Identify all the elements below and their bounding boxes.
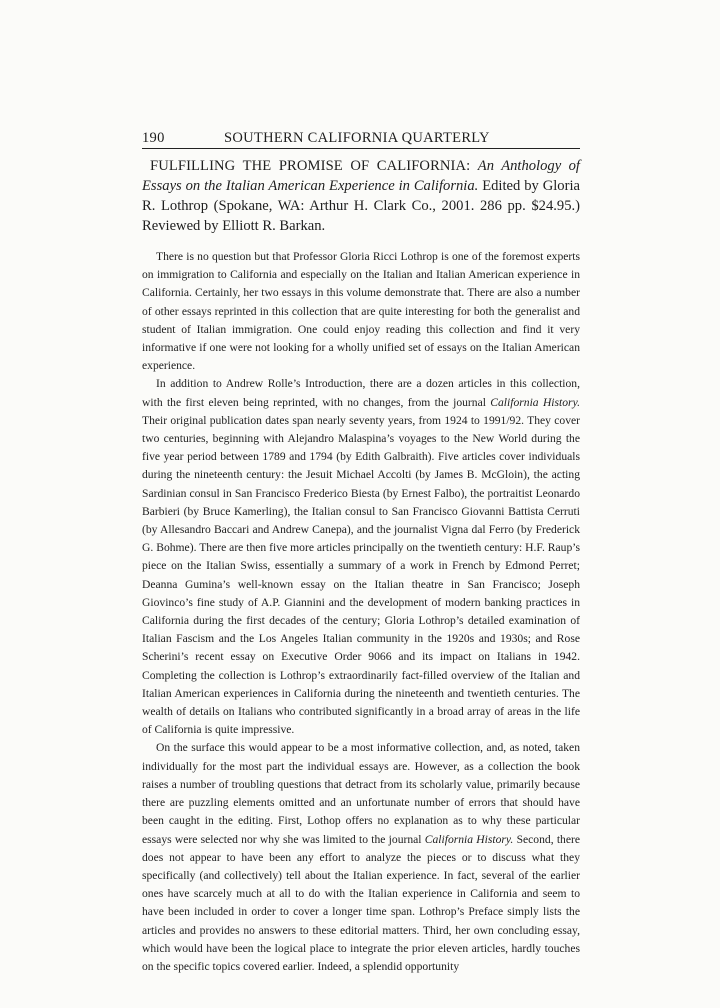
book-subtitle: An Anthology of Essays on the Italian American Experience in California. [142, 158, 580, 194]
journal-name-italic: California History. [490, 395, 580, 409]
journal-page [142, 130, 580, 976]
book-citation: Edited by Gloria R. Lothrop (Spokane, WA: Arthur H. Clark Co., 2001. 286 pp. $24.95.) Reviewed by Elliott R. Barkan. [142, 178, 580, 234]
book-title: FULFILLING THE PROMISE OF CALIFORNIA: [150, 158, 471, 174]
body-paragraph [142, 248, 580, 375]
review-heading [142, 156, 580, 236]
paragraph-text: In addition to Andrew Rolle’s Introduction, there are a dozen articles in this collection, with the first eleven being reprinted, with no changes, from the journal [142, 377, 580, 409]
review-body [142, 248, 580, 976]
paragraph-text: Second, there does not appear to have been any effort to analyze the pieces or to discuss what they specifically (and collectively) tell about the Italian experience. In fact, several of the earlier ones have scarcely much at all to do with the Italian experience in California and seem to have been included in order to cover a longer time span. Lothrop’s Preface simply lists the articles and provides no answers to these editorial matters. Third, her own concluding essay, which would have been the logical place to integrate the prior eleven articles, hardly touches on the specific topics covered earlier. Indeed, a splendid opportunity [142, 832, 580, 973]
journal-title: SOUTHERN CALIFORNIA QUARTERLY [224, 130, 490, 146]
paragraph-text: On the surface this would appear to be a most informative collection, and, as noted, taken individually for the most part the individual essays are. However, as a collection the book raises a number of troubling questions that detract from its scholarly value, primarily because there are puzzling elements omitted and an unfortunate number of errors that should have been caught in the editing. First, Lothop offers no explanation as to why these particular essays were selected nor why she was limited to the journal [142, 741, 580, 846]
page-number: 190 [142, 130, 165, 146]
body-paragraph [142, 739, 580, 976]
body-paragraph [142, 375, 580, 739]
journal-name-italic: California History. [424, 832, 514, 846]
running-head [142, 130, 580, 149]
paragraph-text: There is no question but that Professor Gloria Ricci Lothrop is one of the foremost experts on immigration to California and especially on the Italian and Italian American experience in California. Certainly, her two essays in this volume demonstrate that. There are also a number of other essays reprinted in this collection that are quite interesting for both the generalist and student of Italian immigration. One could enjoy reading this collection and find it very informative if one were not looking for a wholly unified set of essays on the Italian American experience. [142, 250, 580, 373]
paragraph-text: Their original publication dates span nearly seventy years, from 1924 to 1991/92. They cover two centuries, beginning with Alejandro Malaspina’s voyages to the New World during the five year period between 1789 and 1794 (by Edith Galbraith). Five articles cover individuals during the nineteenth century: the Jesuit Michael Accolti (by James B. McGloin), the acting Sardinian consul in San Francisco Frederico Biesta (by Ernest Falbo), the portraitist Leonardo Barbieri (by Bruce Kamerling), the Italian consul to San Francisco Giovanni Battista Cerruti (by Allesandro Baccari and Andrew Canepa), and the journalist Vigna dal Ferro (by Frederick G. Bohme). There are then five more articles principally on the twentieth century: H.F. Raup’s piece on the Italian Swiss, essentially a summary of a work in French by Edmond Perret; Deanna Gumina’s well-known essay on the Italian theatre in San Francisco; Joseph Giovinco’s fine study of A.P. Giannini and the development of modern banking practices in California during the first decades of the century; Gloria Lothrop’s detailed examination of Italian Fascism and the Los Angeles Italian community in the 1920s and 1930s; and Rose Scherini’s recent essay on Executive Order 9066 and its impact on Italians in 1942. Completing the collection is Lothrop’s extraordinarily fact-filled overview of the Italian and Italian American experiences in California during the nineteenth and twentieth centuries. The wealth of details on Italians who contributed significantly in a broad array of areas in the life of California is quite impressive. [142, 413, 580, 737]
